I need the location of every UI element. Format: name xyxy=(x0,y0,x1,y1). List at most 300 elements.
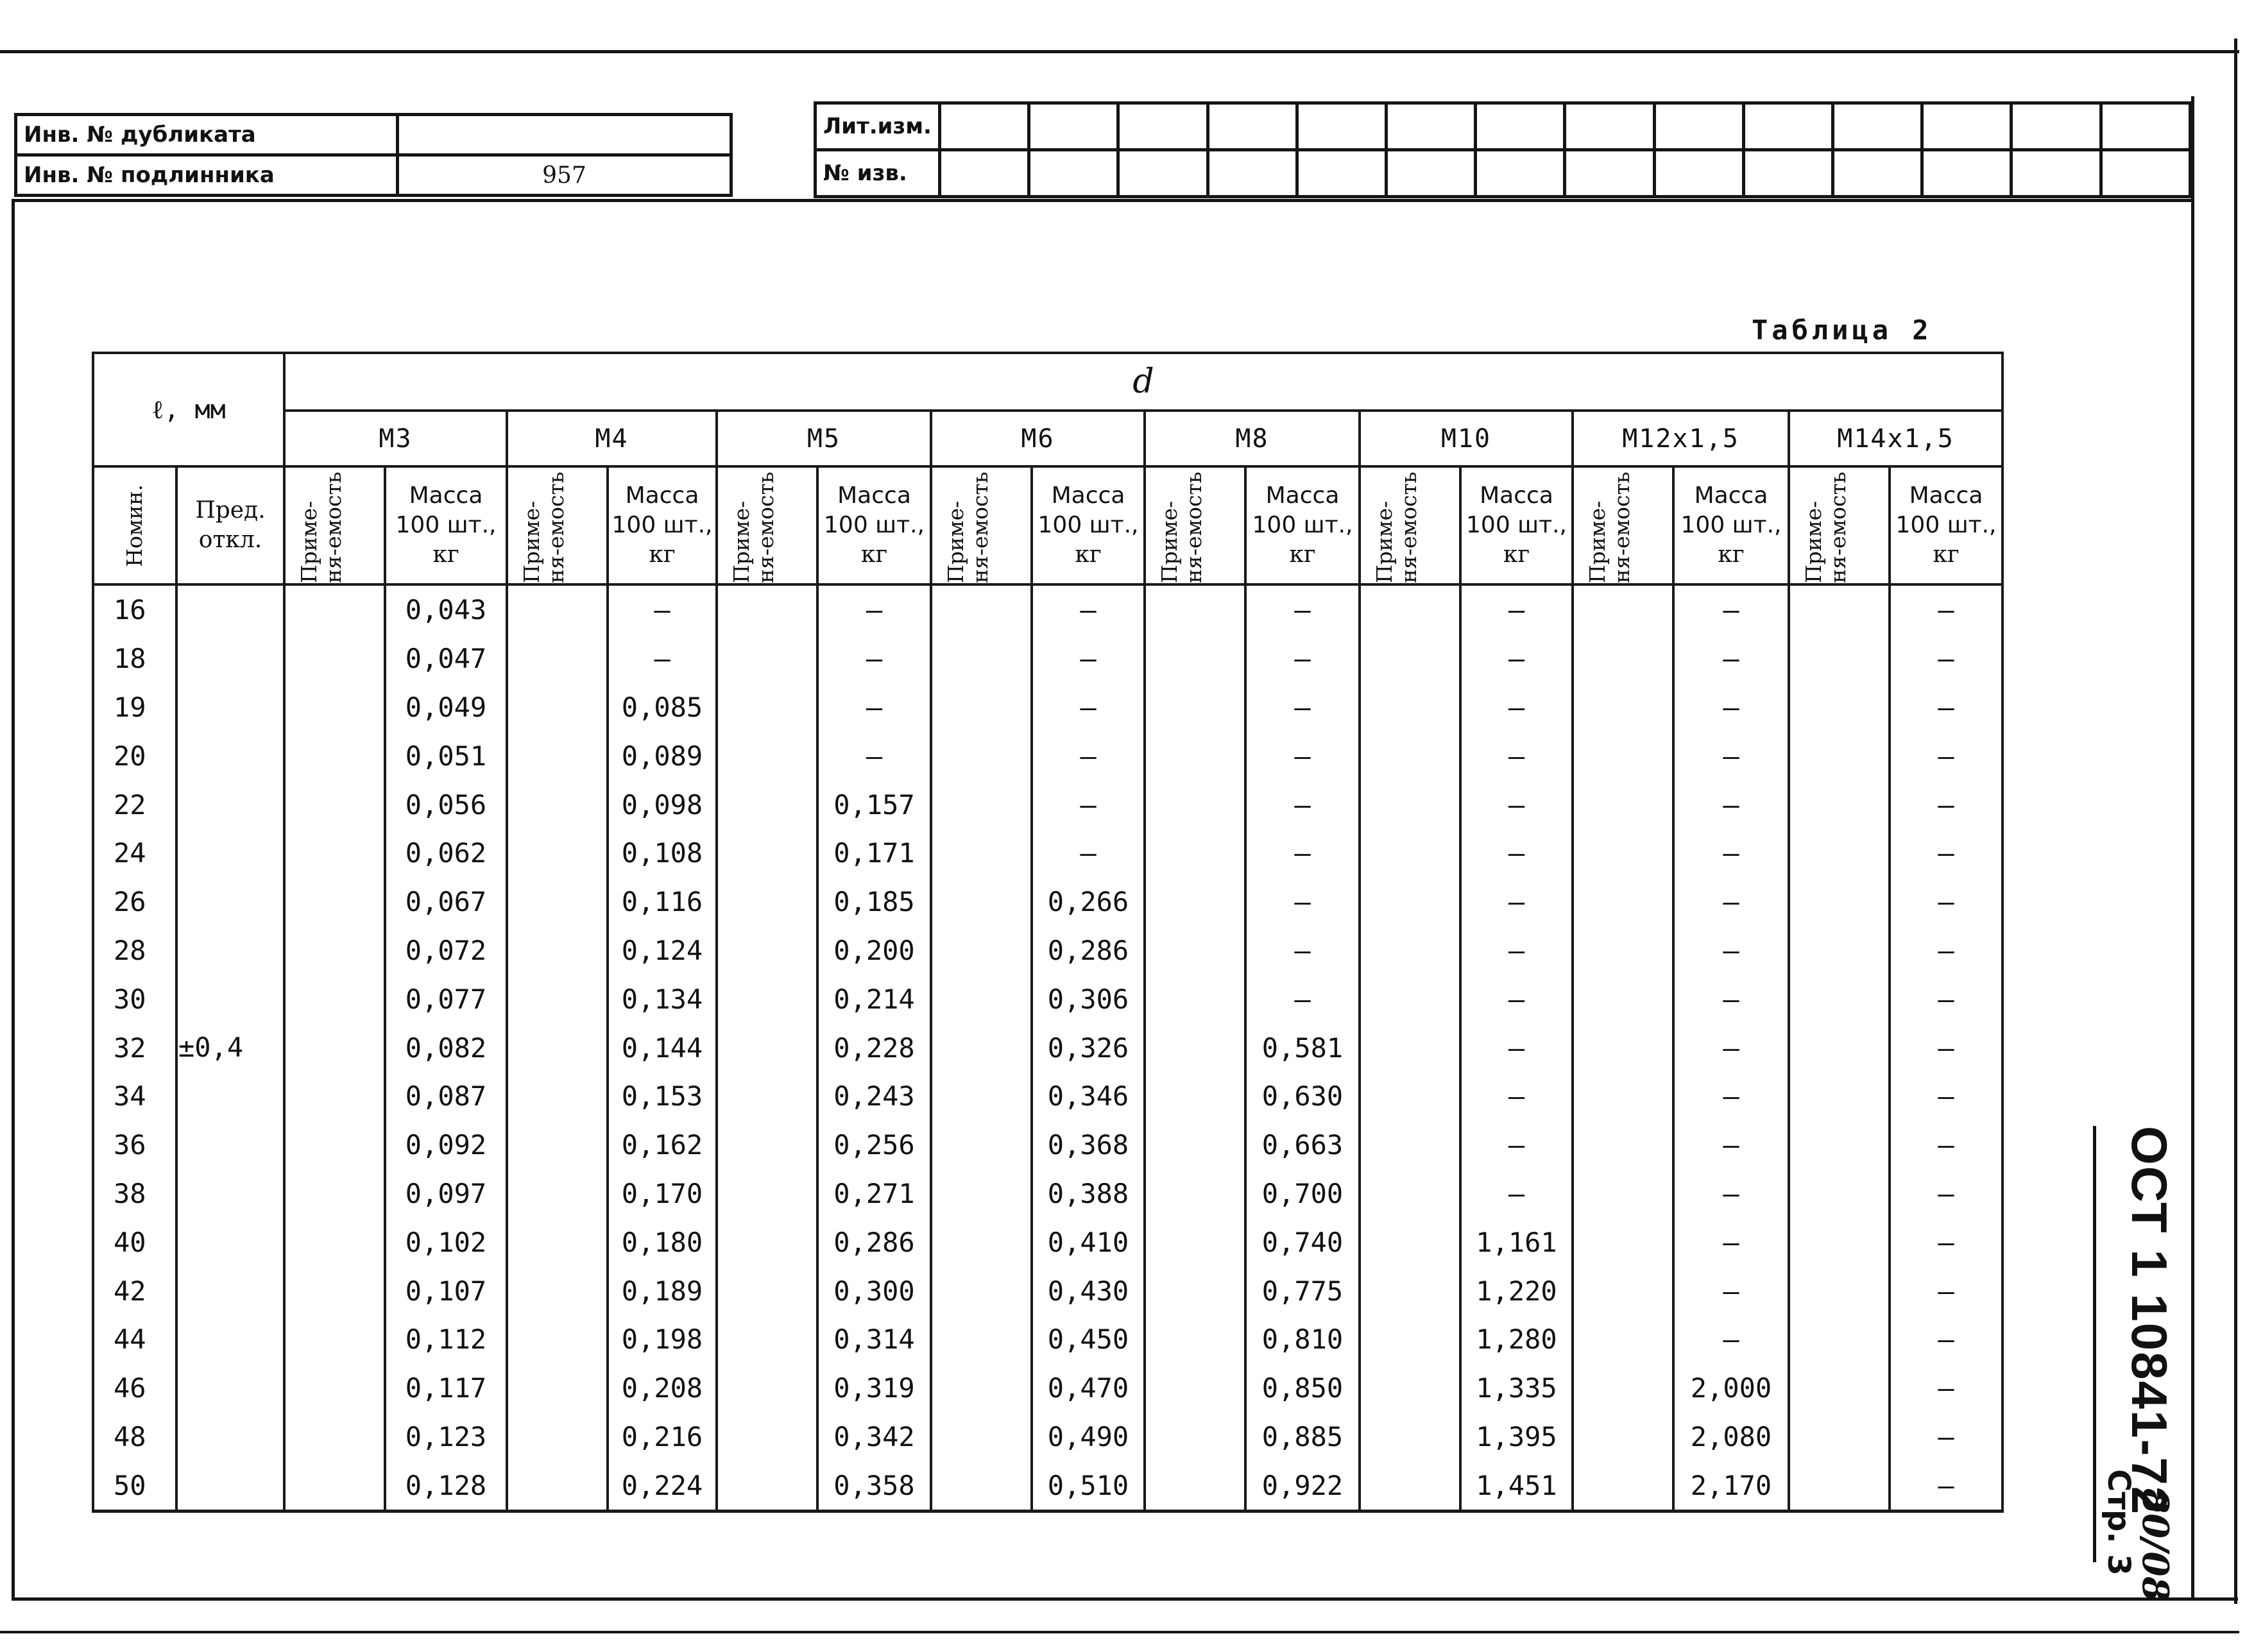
apply-cell xyxy=(1573,1413,1673,1461)
apply-cell xyxy=(507,780,608,829)
nominal-length-cell: 26 xyxy=(93,878,176,926)
apply-cell xyxy=(284,1461,385,1511)
mass-cell: – xyxy=(1673,829,1789,878)
mass-cell: – xyxy=(1673,1023,1789,1072)
apply-cell xyxy=(717,1072,817,1121)
table-row xyxy=(93,829,2003,878)
table-body xyxy=(93,584,2003,1511)
revision-cell xyxy=(1387,103,1476,150)
size-row xyxy=(93,411,2003,466)
mass-header-line: Масса xyxy=(1051,482,1125,509)
apply-cell xyxy=(717,1170,817,1218)
nominal-length-cell: 40 xyxy=(93,1218,176,1266)
mass-cell: 1,335 xyxy=(1460,1364,1573,1413)
apply-cell xyxy=(284,1218,385,1266)
mass-cell: 0,266 xyxy=(1032,878,1145,926)
tolerance-cell xyxy=(176,975,284,1023)
apply-cell xyxy=(284,634,385,683)
size-m4: М4 xyxy=(507,411,717,466)
mass-cell: – xyxy=(1673,683,1789,732)
apply-cell xyxy=(931,1121,1032,1170)
apply-cell xyxy=(717,683,817,732)
mass-cell: – xyxy=(1460,829,1573,878)
apply-cell xyxy=(931,1364,1032,1413)
apply-cell xyxy=(284,1315,385,1364)
nominal-length-cell: 19 xyxy=(93,683,176,732)
mass-header-text xyxy=(386,481,506,570)
mass-header-text xyxy=(609,481,715,570)
notice-cell xyxy=(1029,150,1118,197)
mass-cell: – xyxy=(1673,634,1789,683)
apply-cell xyxy=(717,1023,817,1072)
mass-cell: – xyxy=(1245,975,1360,1023)
apply-header-text: Приме-ня-емость xyxy=(728,472,778,583)
apply-cell xyxy=(1360,584,1460,634)
original-inventory-label: Инв. № подлинника xyxy=(16,155,398,196)
apply-cell xyxy=(1789,1023,1890,1072)
mass-cell: 0,189 xyxy=(608,1266,717,1315)
revision-cell xyxy=(1118,103,1208,150)
standard-code-rule xyxy=(2093,1126,2096,1562)
mass-cell: 0,112 xyxy=(385,1315,507,1364)
mass-header-line: 100 шт., xyxy=(1895,512,1997,538)
mass-header xyxy=(385,466,507,584)
mass-cell: – xyxy=(1460,1121,1573,1170)
mass-cell: 1,220 xyxy=(1460,1266,1573,1315)
mass-cell: 0,153 xyxy=(608,1072,717,1121)
mass-cell: – xyxy=(1673,780,1789,829)
apply-cell xyxy=(1573,731,1673,780)
frame-top-line xyxy=(0,50,2239,53)
apply-cell xyxy=(1145,1170,1245,1218)
apply-cell xyxy=(1360,1364,1460,1413)
mass-cell: – xyxy=(1460,780,1573,829)
mass-cell: 0,850 xyxy=(1245,1364,1360,1413)
mass-cell: 1,161 xyxy=(1460,1218,1573,1266)
mass-cell: 0,077 xyxy=(385,975,507,1023)
mass-cell: 0,216 xyxy=(608,1413,717,1461)
mass-cell: 0,286 xyxy=(817,1218,931,1266)
apply-cell xyxy=(1789,634,1890,683)
table-row xyxy=(93,1461,2003,1511)
mass-cell: – xyxy=(1460,1072,1573,1121)
table-caption: Таблица 2 xyxy=(1752,314,1933,346)
apply-cell xyxy=(1789,1266,1890,1315)
apply-cell xyxy=(931,975,1032,1023)
apply-cell xyxy=(507,975,608,1023)
apply-cell xyxy=(284,1413,385,1461)
mass-cell: – xyxy=(817,731,931,780)
mass-cell: – xyxy=(1673,878,1789,926)
mass-cell: – xyxy=(1673,1218,1789,1266)
mass-cell: – xyxy=(1890,683,2003,732)
apply-cell xyxy=(507,1315,608,1364)
mass-header xyxy=(608,466,717,584)
mass-cell: 0,157 xyxy=(817,780,931,829)
apply-cell xyxy=(1360,878,1460,926)
apply-header-text: Приме-ня-емость xyxy=(1584,472,1634,583)
nominal-length-cell: 32 xyxy=(93,1023,176,1072)
mass-header xyxy=(1460,466,1573,584)
mass-cell: – xyxy=(1890,1072,2003,1121)
mass-header-line: кг xyxy=(860,541,888,568)
apply-cell xyxy=(507,1121,608,1170)
mass-header-line: 100 шт., xyxy=(395,512,497,538)
apply-cell xyxy=(1145,1072,1245,1121)
mass-cell: – xyxy=(1890,1121,2003,1170)
apply-cell xyxy=(1789,584,1890,634)
mass-cell: 0,102 xyxy=(385,1218,507,1266)
apply-cell xyxy=(1145,1121,1245,1170)
mass-cell: 1,395 xyxy=(1460,1413,1573,1461)
mass-cell: 2,080 xyxy=(1673,1413,1789,1461)
handwritten-note: 80/08 xyxy=(2134,1488,2176,1602)
mass-cell: – xyxy=(1673,1266,1789,1315)
apply-cell xyxy=(1145,634,1245,683)
revision-cell xyxy=(2101,103,2190,150)
revision-cell xyxy=(1833,103,1922,150)
mass-cell: 0,108 xyxy=(608,829,717,878)
table-row xyxy=(93,1072,2003,1121)
apply-cell xyxy=(1789,780,1890,829)
table-row xyxy=(93,584,2003,634)
mass-header-text xyxy=(1462,481,1571,570)
apply-cell xyxy=(1573,1072,1673,1121)
tolerance-cell xyxy=(176,1364,284,1413)
apply-cell xyxy=(1573,584,1673,634)
mass-cell: – xyxy=(1890,1218,2003,1266)
mass-header-line: 100 шт., xyxy=(1680,512,1782,538)
header-row-top xyxy=(93,353,2003,411)
table-row xyxy=(93,1266,2003,1315)
size-m5: М5 xyxy=(717,411,931,466)
tolerance-value: ±0,4 xyxy=(178,1032,244,1063)
size-m14: М14х1,5 xyxy=(1789,411,2003,466)
apply-cell xyxy=(1145,1023,1245,1072)
apply-header xyxy=(284,466,385,584)
apply-cell xyxy=(1789,1218,1890,1266)
nominal-length-cell: 20 xyxy=(93,731,176,780)
apply-cell xyxy=(1573,1461,1673,1511)
mass-cell: – xyxy=(1890,1023,2003,1072)
mass-cell: 0,056 xyxy=(385,780,507,829)
apply-cell xyxy=(931,1461,1032,1511)
mass-cell: – xyxy=(1032,683,1145,732)
mass-cell: 0,085 xyxy=(608,683,717,732)
apply-cell xyxy=(717,1218,817,1266)
apply-cell xyxy=(931,1170,1032,1218)
apply-cell xyxy=(1360,731,1460,780)
nominal-length-cell: 34 xyxy=(93,1072,176,1121)
apply-cell xyxy=(717,975,817,1023)
apply-cell xyxy=(1360,1072,1460,1121)
mass-cell: 0,134 xyxy=(608,975,717,1023)
size-m10: М10 xyxy=(1360,411,1573,466)
apply-cell xyxy=(717,780,817,829)
mass-header-text xyxy=(1891,481,2001,570)
apply-cell xyxy=(1789,829,1890,878)
apply-cell xyxy=(717,829,817,878)
apply-cell xyxy=(507,1413,608,1461)
apply-cell xyxy=(284,1072,385,1121)
mass-cell: – xyxy=(1032,584,1145,634)
tolerance-cell xyxy=(176,683,284,732)
mass-cell: 0,510 xyxy=(1032,1461,1145,1511)
apply-cell xyxy=(1789,1461,1890,1511)
nominal-length-cell: 18 xyxy=(93,634,176,683)
mass-cell: – xyxy=(1245,829,1360,878)
mass-cell: 0,180 xyxy=(608,1218,717,1266)
mass-cell: – xyxy=(1890,1413,2003,1461)
apply-cell xyxy=(1145,1461,1245,1511)
apply-cell xyxy=(931,1266,1032,1315)
apply-cell xyxy=(1789,1121,1890,1170)
mass-cell: 0,123 xyxy=(385,1413,507,1461)
mass-header xyxy=(1245,466,1360,584)
mass-cell: – xyxy=(1890,975,2003,1023)
mass-cell: – xyxy=(1032,731,1145,780)
notice-cell xyxy=(1476,150,1565,197)
mass-cell: 0,306 xyxy=(1032,975,1145,1023)
notice-cell xyxy=(1654,150,1743,197)
apply-cell xyxy=(284,1170,385,1218)
mass-cell: 0,810 xyxy=(1245,1315,1360,1364)
apply-cell xyxy=(1360,926,1460,975)
apply-cell xyxy=(507,731,608,780)
notice-cell xyxy=(1743,150,1832,197)
size-m12: М12х1,5 xyxy=(1573,411,1789,466)
size-m8: М8 xyxy=(1145,411,1360,466)
mass-cell: – xyxy=(1890,926,2003,975)
table-row xyxy=(93,780,2003,829)
diameter-symbol: d xyxy=(1132,362,1154,401)
mass-cell: 0,922 xyxy=(1245,1461,1360,1511)
mass-cell: – xyxy=(1890,878,2003,926)
apply-cell xyxy=(1145,1266,1245,1315)
apply-cell xyxy=(507,1266,608,1315)
apply-header xyxy=(1789,466,1890,584)
notice-cell xyxy=(1297,150,1386,197)
mass-cell: – xyxy=(1890,1266,2003,1315)
mass-cell: 0,171 xyxy=(817,829,931,878)
revision-cell xyxy=(1297,103,1386,150)
mass-cell: 0,700 xyxy=(1245,1170,1360,1218)
apply-cell xyxy=(507,1461,608,1511)
apply-cell xyxy=(1145,1218,1245,1266)
apply-cell xyxy=(1573,683,1673,732)
mass-cell: 0,358 xyxy=(817,1461,931,1511)
mass-cell: – xyxy=(1245,878,1360,926)
tolerance-cell xyxy=(176,780,284,829)
frame-right-line xyxy=(2234,38,2237,1604)
apply-cell xyxy=(717,584,817,634)
apply-header-text: Приме-ня-емость xyxy=(1156,472,1206,583)
mass-header-line: кг xyxy=(649,541,676,568)
mass-cell: – xyxy=(1673,731,1789,780)
apply-cell xyxy=(931,780,1032,829)
frame-bottom-line xyxy=(0,1631,2239,1633)
standard-code: ОСТ 1 10841-72 xyxy=(2121,1126,2178,1516)
mass-header-line: 100 шт., xyxy=(1252,512,1353,538)
mass-cell: 2,170 xyxy=(1673,1461,1789,1511)
tolerance-cell xyxy=(176,926,284,975)
apply-cell xyxy=(1360,1218,1460,1266)
mass-cell: 0,098 xyxy=(608,780,717,829)
apply-cell xyxy=(507,878,608,926)
mass-cell: 1,451 xyxy=(1460,1461,1573,1511)
apply-header xyxy=(717,466,817,584)
mass-header-line: Масса xyxy=(1909,482,1983,509)
apply-cell xyxy=(717,926,817,975)
mass-cell: 0,208 xyxy=(608,1364,717,1413)
notice-cell xyxy=(1833,150,1922,197)
tolerance-cell xyxy=(176,1218,284,1266)
notice-cell xyxy=(1118,150,1208,197)
revision-cell xyxy=(2011,103,2101,150)
apply-cell xyxy=(931,731,1032,780)
mass-cell: 0,314 xyxy=(817,1315,931,1364)
mass-cell: 0,410 xyxy=(1032,1218,1145,1266)
apply-cell xyxy=(931,829,1032,878)
tolerance-cell xyxy=(176,878,284,926)
mass-cell: 0,286 xyxy=(1032,926,1145,975)
apply-cell xyxy=(1573,1121,1673,1170)
apply-cell xyxy=(284,1121,385,1170)
apply-cell xyxy=(284,731,385,780)
mass-header-text xyxy=(1247,481,1358,570)
mass-header-line: Масса xyxy=(1480,482,1553,509)
tolerance-cell xyxy=(176,1072,284,1121)
mass-header xyxy=(1032,466,1145,584)
apply-header-text: Приме-ня-емость xyxy=(943,472,993,583)
mass-table xyxy=(92,352,2004,1513)
mass-cell: 0,430 xyxy=(1032,1266,1145,1315)
mass-cell: – xyxy=(1460,584,1573,634)
mass-cell: – xyxy=(817,683,931,732)
apply-cell xyxy=(507,1023,608,1072)
mass-header-line: кг xyxy=(1289,541,1316,568)
tolerance-cell xyxy=(176,1461,284,1511)
mass-cell: 0,346 xyxy=(1032,1072,1145,1121)
revision-cell xyxy=(1654,103,1743,150)
apply-cell xyxy=(284,780,385,829)
size-m6: М6 xyxy=(931,411,1145,466)
duplicate-inventory-row xyxy=(16,115,731,155)
mass-cell: 0,087 xyxy=(385,1072,507,1121)
tolerance-cell xyxy=(176,1266,284,1315)
mass-cell: – xyxy=(1890,731,2003,780)
apply-cell xyxy=(717,1266,817,1315)
apply-cell xyxy=(284,926,385,975)
mass-cell: – xyxy=(1673,975,1789,1023)
table-row xyxy=(93,1315,2003,1364)
apply-cell xyxy=(1360,829,1460,878)
mass-cell: 0,214 xyxy=(817,975,931,1023)
mass-header-line: кг xyxy=(432,541,459,568)
tolerance-cell xyxy=(176,1170,284,1218)
table-row xyxy=(93,878,2003,926)
mass-header-line: кг xyxy=(1075,541,1102,568)
apply-cell xyxy=(931,683,1032,732)
tolerance-cell xyxy=(176,731,284,780)
mass-cell: 0,067 xyxy=(385,878,507,926)
apply-cell xyxy=(1360,1023,1460,1072)
mass-cell: 0,072 xyxy=(385,926,507,975)
apply-cell xyxy=(284,1364,385,1413)
tolerance-cell xyxy=(176,1315,284,1364)
mass-cell: – xyxy=(817,634,931,683)
duplicate-inventory-value xyxy=(398,115,731,155)
nominal-length-cell: 44 xyxy=(93,1315,176,1364)
nominal-length-cell: 16 xyxy=(93,584,176,634)
apply-cell xyxy=(931,1023,1032,1072)
apply-header-text: Приме-ня-емость xyxy=(1800,472,1850,583)
mass-cell: 0,051 xyxy=(385,731,507,780)
mass-cell: – xyxy=(1460,926,1573,975)
apply-cell xyxy=(507,926,608,975)
apply-cell xyxy=(717,634,817,683)
apply-cell xyxy=(1789,683,1890,732)
mass-cell: – xyxy=(1245,926,1360,975)
frame-inner-left-line xyxy=(12,199,15,1601)
apply-cell xyxy=(717,731,817,780)
mass-cell: – xyxy=(1890,584,2003,634)
mass-cell: – xyxy=(1890,780,2003,829)
revision-header-table xyxy=(814,101,2192,198)
tolerance-cell xyxy=(176,634,284,683)
revision-cell xyxy=(1208,103,1297,150)
mass-cell: – xyxy=(1460,683,1573,732)
nominal-length-cell: 48 xyxy=(93,1413,176,1461)
mass-cell: 0,082 xyxy=(385,1023,507,1072)
apply-cell xyxy=(717,1461,817,1511)
apply-cell xyxy=(717,1315,817,1364)
table-row xyxy=(93,1364,2003,1413)
apply-cell xyxy=(931,634,1032,683)
apply-cell xyxy=(717,878,817,926)
frame-inner-right-line xyxy=(2191,96,2194,1597)
frame-band-line xyxy=(12,199,2193,202)
mass-cell: – xyxy=(608,584,717,634)
apply-cell xyxy=(1145,1364,1245,1413)
mass-cell: – xyxy=(1890,1315,2003,1364)
apply-cell xyxy=(931,1072,1032,1121)
apply-cell xyxy=(1789,1170,1890,1218)
notice-cell xyxy=(2011,150,2101,197)
notice-cell xyxy=(2101,150,2190,197)
mass-cell: – xyxy=(1245,731,1360,780)
table-row xyxy=(93,975,2003,1023)
table-row xyxy=(93,1413,2003,1461)
inventory-header-table xyxy=(14,113,733,197)
table-row xyxy=(93,731,2003,780)
apply-cell xyxy=(507,1218,608,1266)
mass-cell: 0,319 xyxy=(817,1364,931,1413)
apply-header-text: Приме-ня-емость xyxy=(518,472,568,583)
mass-cell: – xyxy=(1032,634,1145,683)
nominal-length-cell: 28 xyxy=(93,926,176,975)
mass-header-line: кг xyxy=(1933,541,1960,568)
revision-letter-label: Лит.изм. xyxy=(816,103,940,150)
nominal-length-cell: 22 xyxy=(93,780,176,829)
mass-cell: 0,124 xyxy=(608,926,717,975)
revision-cell xyxy=(939,103,1029,150)
apply-cell xyxy=(1789,1364,1890,1413)
length-header: ℓ, мм xyxy=(93,353,284,466)
tolerance-cell xyxy=(176,829,284,878)
mass-cell: – xyxy=(1460,975,1573,1023)
original-inventory-row xyxy=(16,155,731,196)
